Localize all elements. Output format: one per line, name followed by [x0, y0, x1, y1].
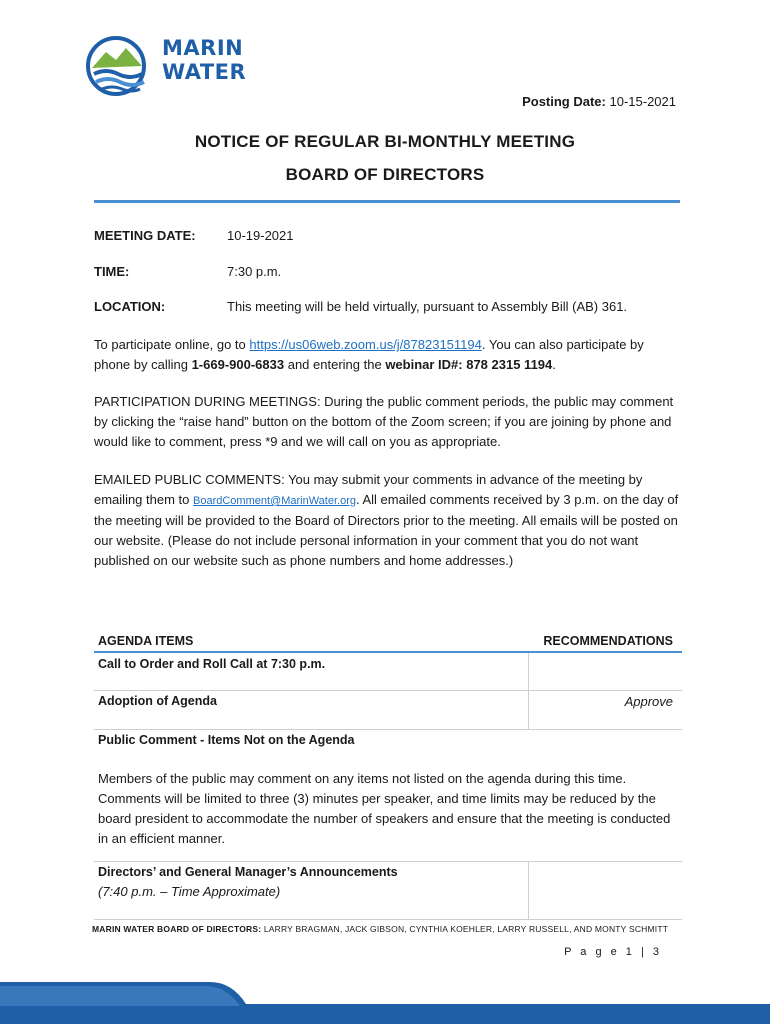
column-divider-2: [528, 691, 529, 729]
row-divider-4: [94, 919, 682, 920]
participation-paragraph: PARTICIPATION DURING MEETINGS: During the public comment periods, the public may comment by clicking the “raise hand” button on the bottom of the Zoom screen; if you are joining by phone and would like to comment, press *9 and we will call on you as appropriate.: [94, 394, 674, 449]
mountain-wave-icon: [86, 34, 158, 98]
meeting-date-label: MEETING DATE:: [94, 228, 196, 243]
board-members-footer: [92, 924, 668, 934]
participate-text-4: .: [552, 357, 556, 372]
agenda-header-divider: [94, 651, 682, 653]
recommendations-header: RECOMMENDATIONS: [543, 634, 673, 648]
footer-board-members: LARRY BRAGMAN, JACK GIBSON, CYNTHIA KOEHLER, LARRY RUSSELL, AND MONTY SCHMITT: [261, 924, 669, 934]
agenda-items-header: AGENDA ITEMS: [98, 634, 194, 648]
zoom-link[interactable]: https://us06web.zoom.us/j/87823151194: [249, 337, 482, 352]
time-label: TIME:: [94, 264, 130, 279]
footer-board-label: MARIN WATER BOARD OF DIRECTORS:: [92, 924, 262, 934]
location-label: LOCATION:: [94, 299, 166, 314]
agenda-item-adoption: Adoption of Agenda: [98, 694, 217, 708]
webinar-id: webinar ID#: 878 2315 1194: [385, 357, 553, 372]
posting-date: [522, 94, 676, 109]
row-divider-3: [94, 861, 682, 862]
emailed-text-2: . All emailed comments received by 3 p.m. on the day of the meeting will be provided to the Board of Directors prior to the meeting. All emails will be posted on our website. (Please do not include personal information in your comment that you do not want published on our website such as phone numbers and home addresses.): [94, 492, 679, 568]
announcements-time-note: (7:40 p.m. – Time Approximate): [98, 884, 281, 899]
emailed-text-1: EMAILED PUBLIC COMMENTS: You may submit your comments in advance of the meeting by emailing them to: [94, 472, 643, 507]
board-title: BOARD OF DIRECTORS: [285, 165, 485, 184]
marin-water-logo: [86, 34, 256, 98]
footer-wave-graphic: [0, 968, 770, 1024]
public-comment-body: Members of the public may comment on any items not listed on the agenda during this time. Comments will be limited to three (3) minutes per speaker, and time limits may be reduced by the board president to accommodate the number of speakers and ensure that the meeting is conducted in an efficient manner.: [98, 771, 671, 846]
notice-title: NOTICE OF REGULAR BI-MONTHLY MEETING: [194, 132, 576, 151]
logo-line2: WATER: [162, 60, 247, 84]
row-divider-1: [94, 690, 682, 691]
column-divider-3: [528, 862, 529, 920]
participate-paragraph: [94, 335, 680, 375]
agenda-item-call-to-order: Call to Order and Roll Call at 7:30 p.m.: [98, 657, 326, 671]
participate-text-1: To participate online, go to: [94, 337, 250, 352]
phone-number: 1-669-900-6833: [191, 357, 285, 372]
emailed-comments-paragraph: [94, 470, 680, 571]
posting-date-value: 10-15-2021: [609, 94, 676, 109]
page-number: P a g e 1 | 3: [564, 946, 662, 958]
agenda-item-public-comment: Public Comment - Items Not on the Agenda: [98, 733, 355, 747]
location-value: This meeting will be held virtually, pursuant to Assembly Bill (AB) 361.: [227, 299, 628, 314]
recommendation-approve: Approve: [624, 694, 673, 709]
column-divider-1: [528, 653, 529, 691]
participate-text-2: . You can also participate by phone by calling: [94, 337, 644, 372]
posting-date-label: Posting Date:: [522, 94, 606, 109]
logo-wordmark: [162, 36, 246, 84]
title-divider: [94, 200, 680, 203]
participate-text-3: and entering the: [284, 357, 386, 372]
row-divider-2: [94, 729, 682, 730]
agenda-item-announcements: Directors’ and General Manager’s Announcements: [98, 865, 398, 879]
logo-line1: MARIN: [162, 36, 244, 60]
board-comment-email-link[interactable]: BoardComment@MarinWater.org: [193, 495, 356, 507]
time-value: 7:30 p.m.: [227, 264, 282, 279]
meeting-date-value: 10-19-2021: [227, 228, 294, 243]
